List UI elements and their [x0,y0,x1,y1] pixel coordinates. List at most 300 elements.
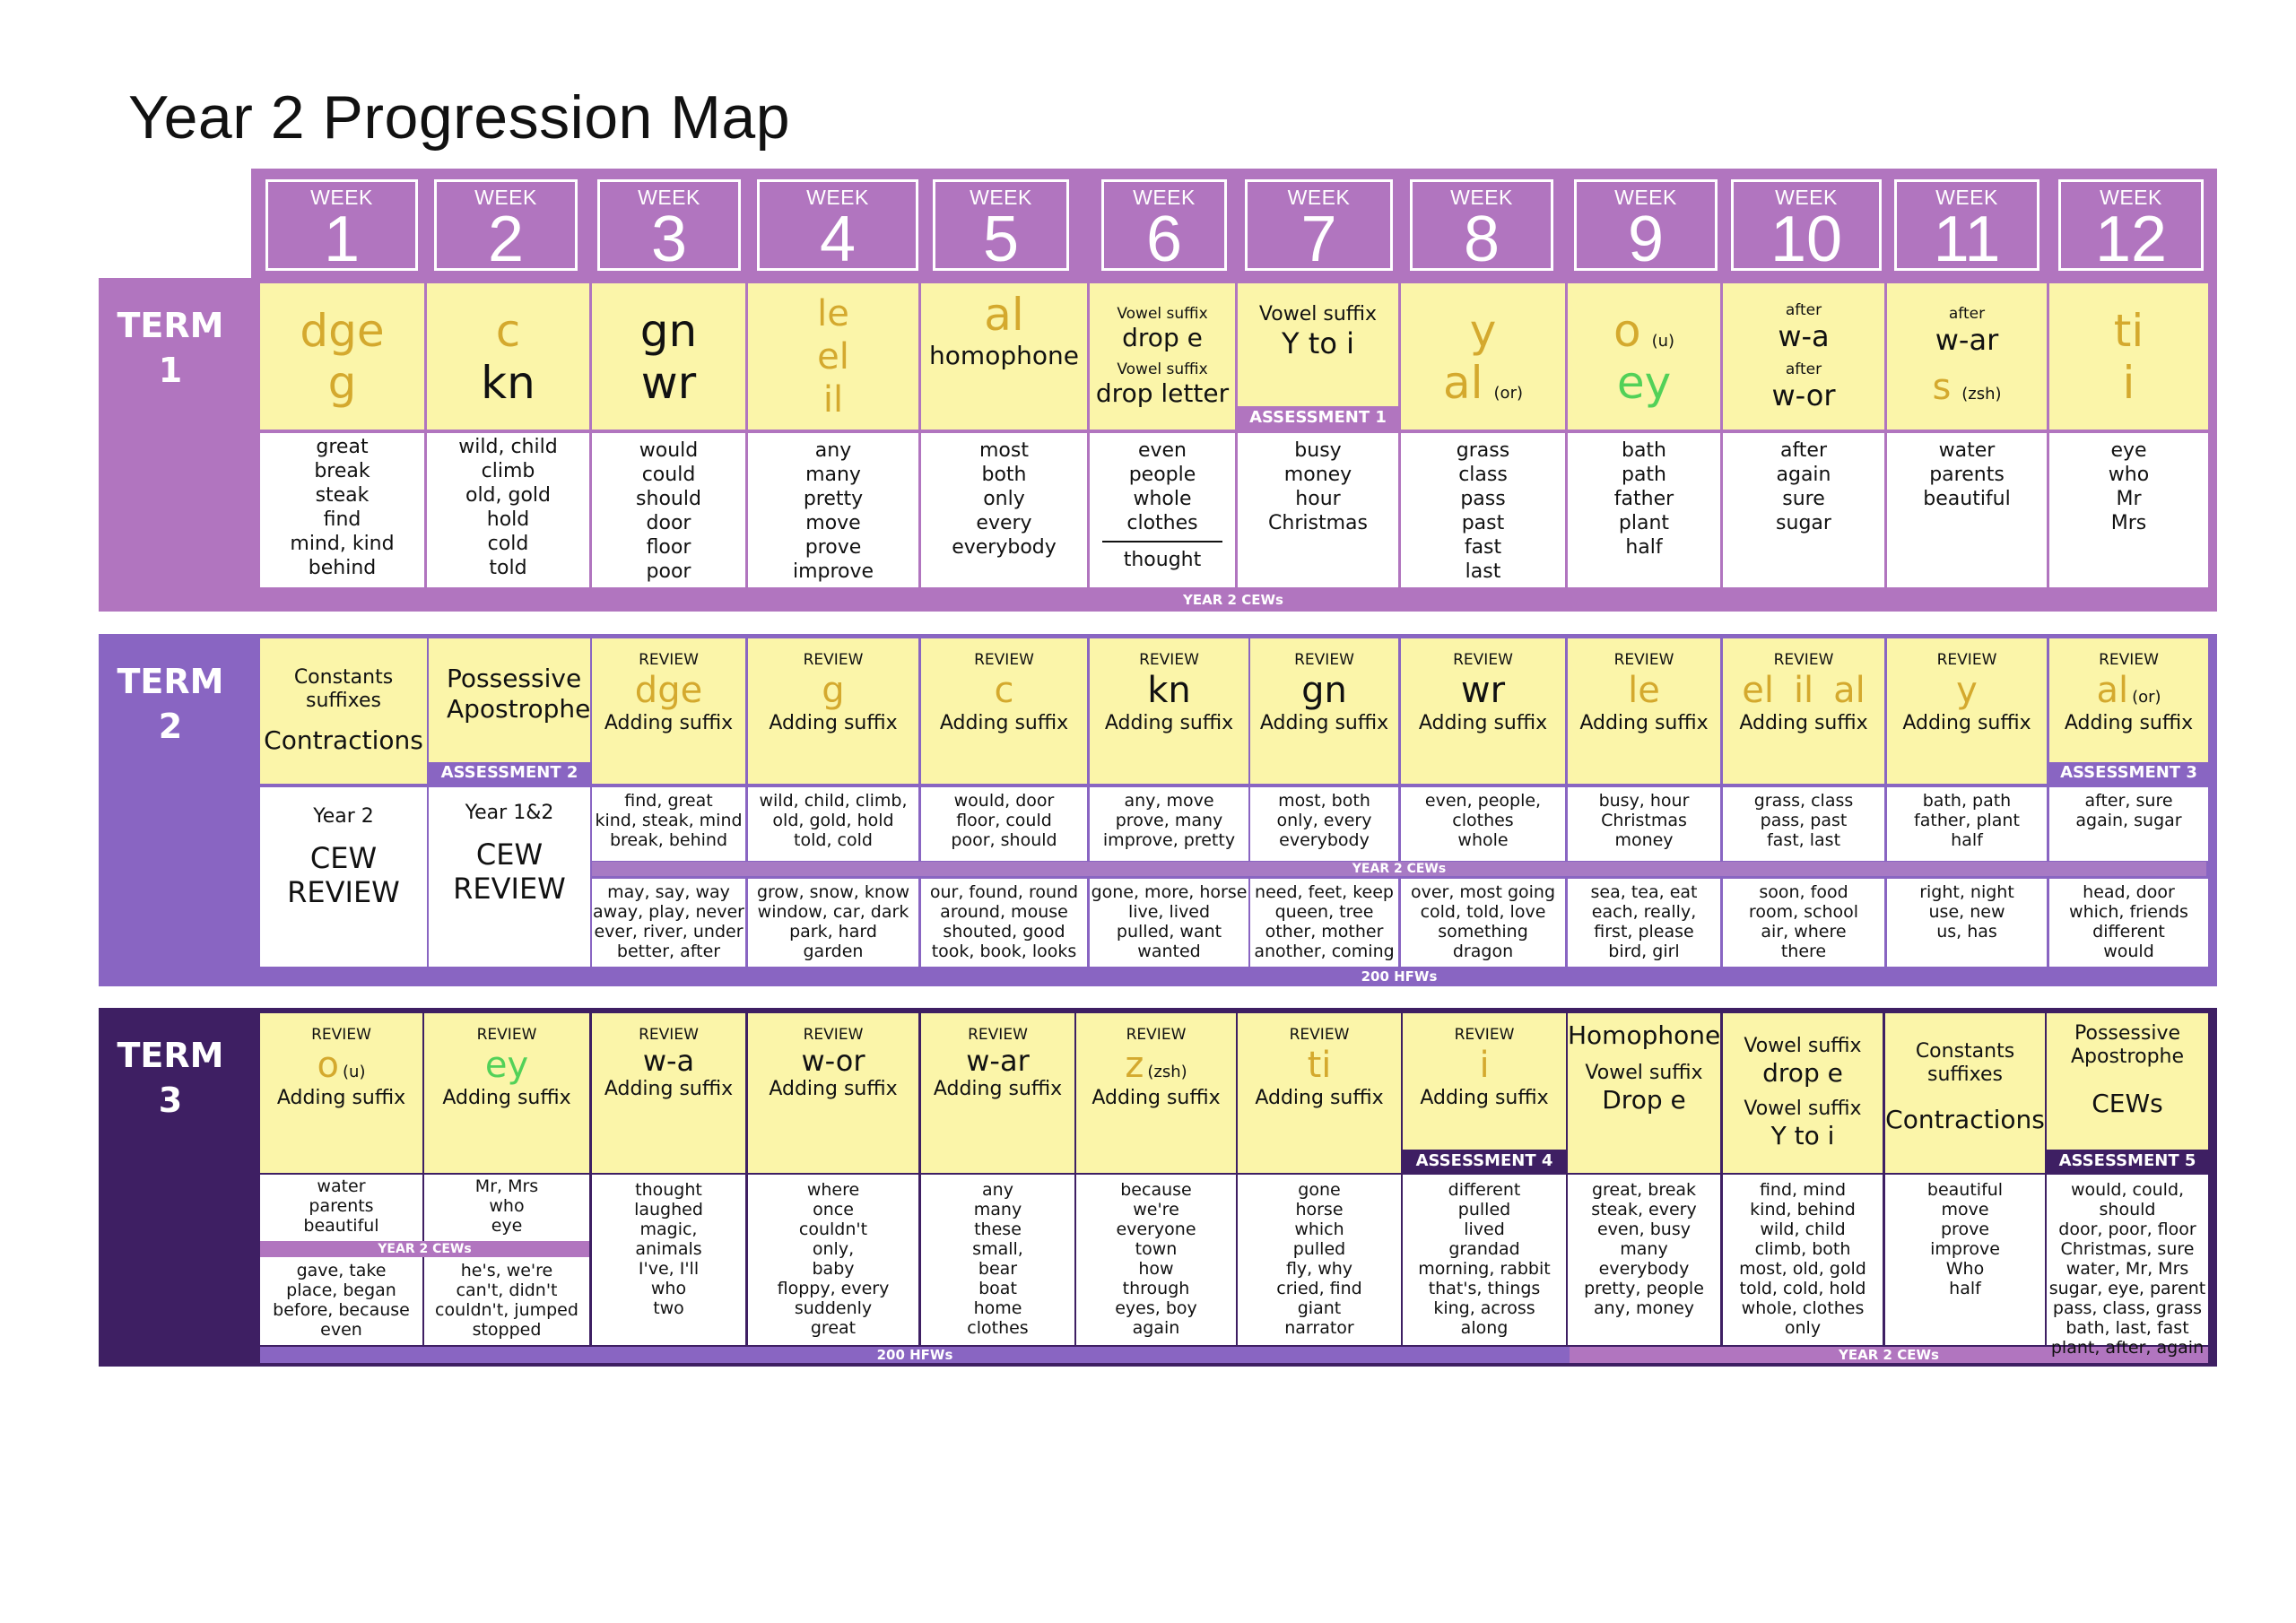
term3-week10-top [1723,1013,1883,1173]
term1-week6-words [1090,433,1235,587]
review-stack [1238,1013,1401,1185]
grapheme-ey: ey [484,1045,529,1086]
term2-week2-top [429,638,590,784]
adding-suffix-label: Adding suffix [1091,1087,1221,1109]
review-stack [1723,638,1884,796]
cews-label: CEWs [2092,1089,2163,1118]
grapheme-w-ar: w-ar [1935,322,1999,357]
grapheme-c: c [495,304,521,357]
term3-week6-top [1076,1013,1236,1173]
adding-suffix-label: Adding suffix [1418,712,1548,734]
term2-label: TERM 2 [117,662,224,746]
hfw-list: right, night use, new us, has [1919,882,2014,942]
grapheme-i: i [1479,1045,1490,1086]
spacer [1723,1089,1883,1098]
term3-mini-cews-strip: YEAR 2 CEWs [260,1241,589,1257]
term3-week5-words [921,1175,1074,1345]
term2-week9-hfws [1568,879,1720,967]
adding-suffix-label: Adding suffix [1420,1087,1549,1109]
grapheme-c: c [994,670,1014,711]
term2-week6-cews [1090,787,1248,861]
term3-week6-words [1076,1175,1236,1345]
cew-review-label: CEW REVIEW [453,838,566,906]
cew-list: most both only every everybody [952,439,1057,559]
term1-week10-top [1723,283,1884,430]
grapheme-w-a: w-a [1778,318,1830,353]
year12-label: Year 1&2 [465,802,554,824]
term3-week4-words [748,1175,918,1345]
grapheme-g: g [327,356,357,409]
grapheme-gn: gn [639,304,698,357]
review-label: REVIEW [2099,651,2159,669]
term1-week9-words [1568,433,1720,587]
spacer [2059,1069,2196,1089]
spacer [1090,353,1235,360]
week-box-12 [2058,179,2204,275]
hfw-list: gave, take place, began before, because even [273,1261,410,1340]
hfw-list: need, feet, keep queen, tree other, mother another, coming [1254,882,1395,961]
term2-week5-cews [921,787,1087,861]
possessive-apostrophe-label: Possessive Apostrophe [2070,1022,2185,1068]
week-label: WEEK [310,186,373,209]
cew-list: Mr, Mrs who eye [474,1176,539,1236]
week-number: 1 [323,204,361,275]
review-label: REVIEW [1139,651,1199,669]
homophone-label: Homophone [1568,1020,1721,1050]
term2-week4-top [748,638,918,784]
word-list: different pulled lived grandad morning, rabbit that's, things king, across along [1418,1180,1551,1338]
term3-week10-words [1723,1175,1883,1345]
term2-hfws-strip: 200 HFWs [1361,968,1438,985]
grapheme-stack [748,283,918,430]
week-label: WEEK [970,186,1032,209]
grapheme-w-a: w-a [642,1044,695,1078]
grapheme-w-or: w-or [801,1044,865,1078]
term2-week7-hfws [1250,879,1398,967]
assessment-1-badge: ASSESSMENT 1 [1238,406,1398,430]
week-label: WEEK [474,186,537,209]
hfw-list: he's, we're can't, didn't couldn't, jumped stopped [435,1261,578,1340]
hfw-list: gone, more, horse live, lived pulled, want wanted [1091,882,1248,961]
spacer [429,825,590,838]
term1-week8-words [1401,433,1565,587]
adding-suffix-label: Adding suffix [1739,712,1868,734]
review-label: REVIEW [803,651,864,669]
term1-week11-top [1887,283,2047,430]
review-label: REVIEW [968,1026,1028,1044]
week-box-7 [1245,179,1393,275]
review-label: REVIEW [639,1026,699,1044]
grapheme-w-ar: w-ar [966,1044,1030,1078]
grapheme-row [260,1044,422,1087]
word-list: would, could, should door, poor, floor Christmas, sure water, Mr, Mrs sugar, eye, parent pass, class, grass bath, last, fast plant, after, again [2048,1180,2206,1358]
term1-label: TERM 1 [117,306,224,390]
term2-week12-hfws [2049,879,2208,967]
term2-week8-top [1401,638,1565,784]
term2-week3-top [592,638,745,784]
review-label: REVIEW [1294,651,1354,669]
grapheme-i: i [2122,356,2135,409]
week-box-9 [1574,179,1718,275]
term2-cews-strip: YEAR 2 CEWs [592,862,2206,876]
grapheme-ti: ti [1307,1045,1332,1086]
week-number: 5 [982,204,1020,275]
suffix-stack [260,638,427,784]
term3-week1-top [260,1013,422,1173]
term1-week6-top [1090,283,1235,430]
grapheme-al: al [1443,356,1483,409]
grapheme-il: il [822,378,844,421]
cew-list: any, move prove, many improve, pretty [1102,791,1236,850]
term2-week6-top [1090,638,1248,784]
term2-week12-cews [2049,787,2208,861]
week-box-10 [1731,179,1882,275]
al-row [1401,357,1565,409]
grapheme-stack [592,283,745,430]
cew-list: great break steak find mind, kind behind [290,436,395,579]
term1-week1-top [260,283,424,430]
adding-suffix-label: Adding suffix [442,1087,571,1109]
u-note: (u) [343,1063,366,1081]
review-label: REVIEW [1773,651,1834,669]
word-list: any many these small, bear boat home clothes [967,1180,1029,1338]
word-list: thought laughed magic, animals I've, I'll who two [634,1180,703,1318]
term3-week2-words [424,1175,589,1345]
cew-list: would could should door floor poor [636,439,701,583]
y-to-i-label: Y to i [1770,1121,1835,1150]
adding-suffix-label: Adding suffix [604,712,734,734]
term1-week5-words [921,433,1087,587]
adding-suffix-label: Adding suffix [769,1078,898,1100]
term3-week11-words [1885,1175,2045,1345]
grapheme-stack [921,283,1087,435]
week-box-6 [1101,179,1227,275]
cew-list: wild, child, climb, old, gold, hold told, cold [759,791,908,850]
term1-week1-words [260,433,424,587]
term3-week5-top [921,1013,1074,1173]
review-label: REVIEW [974,651,1034,669]
review-label: REVIEW [311,1026,371,1044]
week-number: 7 [1300,204,1337,275]
week-number: 11 [1933,204,2001,275]
word-list: because we're everyone town how through eyes, boy again [1115,1180,1197,1338]
cew-list: busy money hour Christmas [1268,439,1368,534]
cew-list: grass, class pass, past fast, last [1753,791,1854,850]
term3-hfws-strip: 200 HFWs [260,1347,1570,1363]
review-stack [592,1013,745,1185]
grapheme-el: el [1742,670,1774,711]
review-stack [592,638,745,796]
term2-week3-hfws [592,879,745,967]
week-number: 8 [1463,204,1500,275]
adding-suffix-label: Adding suffix [1104,712,1234,734]
adding-suffix-label: Adding suffix [1579,712,1709,734]
grapheme-gn: gn [1301,670,1347,711]
term3-week9-words [1568,1175,1720,1345]
term1-week7-words [1238,433,1398,587]
cew-list: even, people, clothes whole [1424,791,1542,850]
adding-suffix-label: Adding suffix [1259,712,1389,734]
grapheme-el: el [817,335,849,378]
review-label: REVIEW [803,1026,864,1044]
term2-week4-hfws [748,879,918,967]
review-stack [921,1013,1074,1185]
review-stack [1076,1013,1236,1185]
vowel-suffix-label: Vowel suffix [1744,1035,1862,1057]
term2-week7-top [1250,638,1398,784]
grapheme-le: le [1628,670,1660,711]
grapheme-le: le [817,292,849,334]
grapheme-y: y [1956,670,1978,711]
grapheme-stack [1723,283,1884,430]
review-stack [1401,638,1565,796]
term2-week12-top [2049,638,2208,784]
term1-week2-words [427,433,589,587]
term2-week1-review [260,787,427,967]
term2-week9-top [1568,638,1720,784]
term1-week11-words [1887,433,2047,587]
suffix-stack [1885,1013,2045,1200]
week-box-8 [1410,179,1553,275]
adding-suffix-label: Adding suffix [1902,712,2031,734]
cew-list: any many pretty move prove improve [792,439,874,583]
term2-week11-hfws [1887,879,2047,967]
suffix-stack [1723,1013,1883,1173]
week-label: WEEK [806,186,869,209]
term1-week8-top [1401,283,1565,430]
adding-suffix-label: Adding suffix [2064,712,2194,734]
week-box-2 [434,179,578,275]
contractions-label: Contractions [264,725,423,755]
week-number: 4 [819,204,857,275]
term1-week4-top [748,283,918,430]
vowel-suffix-label: Vowel suffix [1117,304,1208,323]
cew-list: find, great kind, steak, mind break, behind [595,791,743,850]
term1-week12-words [2049,433,2208,587]
term1-week3-words [592,433,745,587]
week-box-5 [933,179,1069,275]
cew-review-stack [429,787,590,981]
review-stack [921,638,1087,796]
week-label: WEEK [1935,186,1998,209]
after-label: after [1785,360,1822,378]
term2-week10-top [1723,638,1884,784]
week-label: WEEK [638,186,700,209]
contractions-label: Contractions [1885,1105,2045,1134]
term3-week4-top [748,1013,918,1173]
review-stack [748,1013,918,1185]
suffix-stack [1090,283,1235,430]
term1-week12-top [2049,283,2208,430]
divider [1102,541,1222,542]
grapheme-y: y [1469,304,1497,357]
adding-suffix-label: Adding suffix [939,712,1069,734]
term3-week12-words [2047,1175,2208,1358]
week-box-3 [597,179,741,275]
adding-suffix-label: Adding suffix [933,1078,1063,1100]
week-box-4 [757,179,918,275]
word-list: find, mind kind, behind wild, child climb, both most, old, gold told, cold, hold whole, clothes only [1739,1180,1866,1338]
term2-week7-cews [1250,787,1398,861]
assessment-5-badge: ASSESSMENT 5 [2047,1150,2208,1173]
grapheme-o: o [317,1045,340,1086]
hfw-list: may, say, way away, play, never ever, river, under better, after [593,882,744,961]
grapheme-s: s [1932,366,1952,408]
week-box-11 [1894,179,2039,275]
grapheme-il: il [1793,670,1814,711]
y-to-i-label: Y to i [1282,326,1354,360]
grapheme-o: o [1613,304,1641,357]
after-label: after [1948,304,1986,323]
term2-week11-top [1887,638,2047,784]
grapheme-al: al [2096,670,2129,711]
grapheme-row [2049,669,2208,712]
assessment-2-badge: ASSESSMENT 2 [429,762,590,784]
review-label: REVIEW [1454,1026,1515,1044]
week-label: WEEK [1775,186,1838,209]
cew-list: eye who Mr Mrs [2108,439,2150,534]
review-label: REVIEW [1613,651,1674,669]
grapheme-row [1723,669,1884,712]
zsh-note: (zsh) [1147,1063,1187,1081]
word-list: beautiful move prove improve Who half [1926,1180,2004,1298]
or-note: (or) [1493,383,1523,403]
drop-e-label: drop e [1122,322,1203,352]
term2-week3-cews [592,787,745,861]
week-label: WEEK [1614,186,1677,209]
term3-cews-strip: YEAR 2 CEWs [1570,1347,2208,1363]
possessive-apostrophe-label: Possessive Apostrophe [447,664,591,724]
word-list: where once couldn't only, baby floppy, every suddenly great [777,1180,890,1338]
week-box-1 [265,179,418,275]
term2-week5-hfws [921,879,1087,967]
cew-list: most, both only, every everybody [1276,791,1372,850]
grapheme-stack [1568,283,1720,430]
hfw-list: sea, tea, eat each, really, first, please bird, girl [1590,882,1698,961]
grapheme-stack [427,283,589,430]
u-note: (u) [1651,331,1675,351]
cew-list: bath path father plant half [1613,439,1674,559]
term1-week10-words [1723,433,1884,587]
assessment-3-badge: ASSESSMENT 3 [2049,762,2208,784]
grapheme-row [1076,1044,1236,1087]
term2-week10-hfws [1723,879,1884,967]
grapheme-ey: ey [1616,356,1672,409]
adding-suffix-label: Adding suffix [276,1087,406,1109]
grapheme-al: al [1833,670,1866,711]
term2-week8-cews [1401,787,1565,861]
vowel-suffix-label: Vowel suffix [1258,303,1378,325]
term3-week11-top [1885,1013,2045,1173]
review-stack [1568,638,1720,796]
grapheme-z: z [1125,1045,1144,1086]
assessment-4-badge: ASSESSMENT 4 [1403,1150,1566,1173]
cew-list: wild, child climb old, gold hold cold told [458,436,558,579]
term2-week10-cews [1723,787,1884,861]
cew-review-label: CEW REVIEW [287,841,400,909]
term3-week8-words [1403,1175,1566,1345]
term2-week11-cews [1887,787,2047,861]
hfw-list: our, found, round around, mouse shouted, good took, book, looks [929,882,1079,961]
drop-letter-label: drop letter [1095,378,1230,408]
grapheme-wr: wr [1460,670,1506,711]
week-number: 3 [650,204,688,275]
o-row [1568,305,1720,357]
term2-week8-hfws [1401,879,1565,967]
cew-list: water parents beautiful [1923,439,2011,510]
week-label: WEEK [1133,186,1196,209]
term2-week9-cews [1568,787,1720,861]
grapheme-stack [2049,283,2208,430]
drop-e-label: drop e [1762,1058,1843,1088]
vowel-suffix-label: Vowel suffix [1744,1098,1862,1120]
term1-week5-top [921,283,1087,430]
word-list: gone horse which pulled fly, why cried, find giant narrator [1276,1180,1362,1338]
review-label: REVIEW [1126,1026,1187,1044]
grapheme-kn: kn [481,356,535,409]
constants-suffixes-label: Constants suffixes [1915,1040,2015,1086]
term1-week3-top [592,283,745,430]
zsh-note: (zsh) [1961,384,2002,404]
cew-list: after again sure sugar [1776,439,1831,534]
grapheme-ti: ti [2113,304,2144,357]
spacer [1568,1051,1720,1062]
term3-week3-top [592,1013,745,1173]
week-number: 10 [1770,204,1843,275]
cew-thought: thought [1123,549,1202,571]
grapheme-stack [260,283,424,430]
term3-week7-top [1238,1013,1401,1173]
grapheme-g: g [822,670,845,711]
spacer [1723,353,1884,360]
week-number: 2 [487,204,525,275]
review-label: REVIEW [639,651,699,669]
term2-week5-top [921,638,1087,784]
year2-label: Year 2 [313,805,374,828]
hfw-list: head, door which, friends different would [2069,882,2188,961]
cew-list: even people whole clothes [1126,439,1198,534]
cew-list: busy, hour Christmas money [1598,791,1690,850]
week-label: WEEK [2100,186,2162,209]
term1-week7-top [1238,283,1398,430]
review-stack [1250,638,1398,796]
term3-week12-top [2047,1013,2208,1173]
review-stack [1887,638,2047,796]
term2-week2-review [429,787,590,967]
term1-week2-top [427,283,589,430]
grapheme-dge: dge [300,304,385,357]
spacer [260,829,427,841]
homophone-label: homophone [929,341,1079,370]
review-stack [424,1013,589,1185]
term1-cews-strip: YEAR 2 CEWs [1183,592,1283,608]
cew-list: grass class pass past fast last [1456,439,1510,583]
grapheme-stack [1887,283,2047,430]
week-number: 9 [1627,204,1665,275]
or-note: (or) [2132,688,2161,707]
grapheme-dge: dge [634,670,703,711]
hfw-list: over, most going cold, told, love something dragon [1410,882,1556,961]
review-stack [260,1013,422,1185]
grapheme-wr: wr [640,356,697,409]
adding-suffix-label: Adding suffix [604,1078,734,1100]
review-label: REVIEW [1936,651,1997,669]
cew-list: bath, path father, plant half [1914,791,2020,850]
cew-list: after, sure again, sugar [2075,791,2182,830]
after-label: after [1785,300,1822,319]
term2-week4-cews [748,787,918,861]
hfw-list: grow, snow, know window, car, dark park, hard garden [756,882,910,961]
